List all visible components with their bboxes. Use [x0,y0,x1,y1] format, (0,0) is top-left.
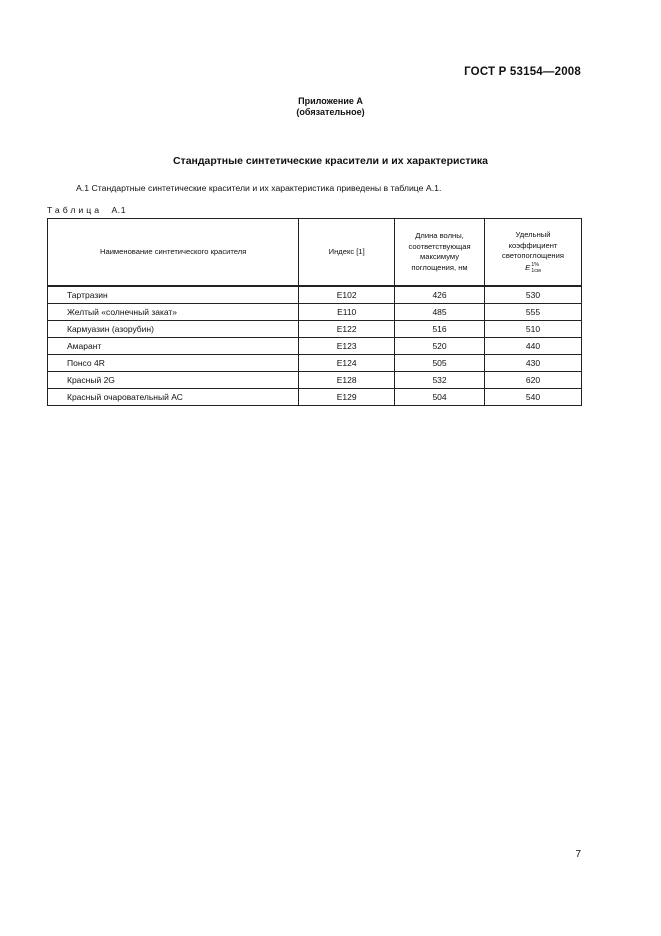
cell-coefficient: 510 [485,321,582,338]
cell-wavelength: 426 [395,286,485,304]
header-coefficient [485,219,582,287]
appendix-title: Приложение А [298,96,363,106]
cell-index: E123 [299,338,395,355]
table-caption-word: Таблица [47,205,103,215]
coefficient-formula [488,262,578,274]
cell-wavelength: 532 [395,372,485,389]
cell-name: Красный очаровательный АС [48,389,299,406]
cell-coefficient: 440 [485,338,582,355]
table-row [48,389,582,406]
cell-index: E110 [299,304,395,321]
table-caption-number: А.1 [111,205,127,215]
coefficient-sup: 1% [531,261,540,268]
cell-wavelength: 520 [395,338,485,355]
cell-index: E122 [299,321,395,338]
header-coefficient-text: Удельный коэффициент светопоглощения [502,230,564,261]
cell-name: Красный 2G [48,372,299,389]
cell-coefficient: 620 [485,372,582,389]
header-index: Индекс [1] [299,219,395,287]
cell-wavelength: 505 [395,355,485,372]
cell-wavelength: 504 [395,389,485,406]
table-row [48,372,582,389]
paragraph-a1: А.1 Стандартные синтетические красители и их характеристика приведены в таблице А.1. [76,183,442,193]
cell-coefficient: 555 [485,304,582,321]
cell-index: E124 [299,355,395,372]
cell-coefficient: 430 [485,355,582,372]
appendix-status: (обязательное) [296,107,365,117]
coefficient-indices [531,262,541,274]
cell-name: Тартразин [48,286,299,304]
table-row [48,321,582,338]
cell-index: E102 [299,286,395,304]
page-number: 7 [575,849,581,860]
cell-index: E128 [299,372,395,389]
cell-wavelength: 516 [395,321,485,338]
cell-index: E129 [299,389,395,406]
table-row [48,355,582,372]
header-wavelength-text: Длина волны, соответствующая максимуму поглощения, нм [408,231,471,272]
header-name: Наименование синтетического красителя [48,219,299,287]
cell-wavelength: 485 [395,304,485,321]
cell-coefficient: 530 [485,286,582,304]
table-row [48,286,582,304]
document-code: ГОСТ Р 53154—2008 [464,66,581,78]
appendix-heading [0,96,661,118]
cell-name: Амарант [48,338,299,355]
header-wavelength [395,219,485,287]
table-row [48,304,582,321]
coefficient-symbol: E [525,262,531,272]
table-header-row [48,219,582,287]
cell-name: Понсо 4R [48,355,299,372]
cell-name: Желтый «солнечный закат» [48,304,299,321]
cell-name: Кармуазин (азорубин) [48,321,299,338]
table-row [48,338,582,355]
section-title: Стандартные синтетические красители и их характеристика [172,155,489,167]
dyes-table [47,218,582,406]
coefficient-sub: 1см [531,267,541,274]
table-caption [47,205,126,215]
cell-coefficient: 540 [485,389,582,406]
